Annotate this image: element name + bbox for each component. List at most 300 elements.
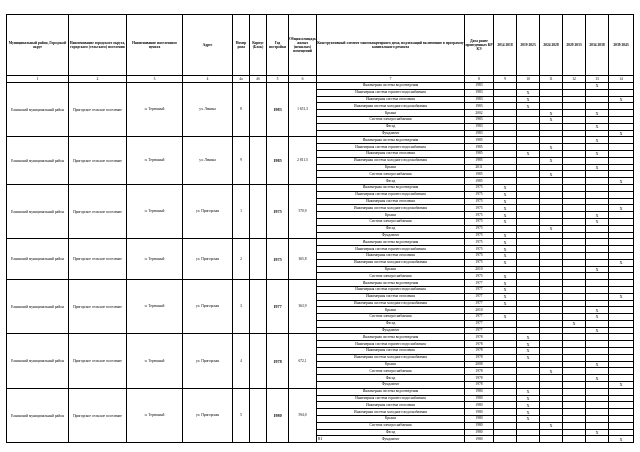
period-mark-cell <box>609 171 634 178</box>
period-mark-cell <box>517 198 540 205</box>
period-mark-cell: X <box>586 429 609 436</box>
element-name-cell: Инженерная система водоотведения <box>317 239 465 246</box>
header-address: Адрес <box>183 15 233 76</box>
previous-repair-date-cell: 2010 <box>465 307 494 314</box>
previous-repair-date-cell: 1975 <box>465 225 494 232</box>
period-mark-cell <box>586 239 609 246</box>
capital-repair-table <box>6 14 634 443</box>
element-name-cell: Фундамент <box>317 382 465 389</box>
period-mark-cell <box>609 409 634 416</box>
period-mark-cell <box>586 157 609 164</box>
previous-repair-date-cell: 1978 <box>465 354 494 361</box>
period-mark-cell <box>563 429 586 436</box>
period-mark-cell <box>563 375 586 382</box>
column-number: 13 <box>586 76 609 83</box>
street-cell: ул. Пригорская <box>183 388 233 442</box>
table-header <box>7 15 634 83</box>
column-number: 10 <box>517 76 540 83</box>
period-mark-cell: X <box>494 280 517 287</box>
period-mark-cell <box>609 429 634 436</box>
period-mark-cell <box>517 184 540 191</box>
period-mark-cell <box>586 130 609 137</box>
period-mark-cell: X <box>586 314 609 321</box>
year-built-cell: 1977 <box>267 280 289 334</box>
period-mark-cell <box>517 266 540 273</box>
period-mark-cell <box>494 402 517 409</box>
period-mark-cell <box>586 246 609 253</box>
period-mark-cell <box>563 137 586 144</box>
element-name-cell: Система электроснабжения <box>317 218 465 225</box>
element-name-cell: Система электроснабжения <box>317 171 465 178</box>
district-cell: Елнинский муниципальный район <box>7 388 69 442</box>
header-element: Конструктивный элемент многоквартирного дома, подлежащий включению в программу капитального ремонта <box>317 15 465 76</box>
period-mark-cell <box>540 348 563 355</box>
settlement-cell: Пригорское сельское поселение <box>69 334 127 388</box>
element-name-cell: Инженерная система отопления <box>317 348 465 355</box>
period-mark-cell <box>563 191 586 198</box>
element-name-cell: Инженерная система водоотведения <box>317 388 465 395</box>
previous-repair-date-cell: 1980 <box>465 395 494 402</box>
period-mark-cell <box>609 300 634 307</box>
period-mark-cell <box>609 198 634 205</box>
period-mark-cell <box>517 246 540 253</box>
period-mark-cell <box>494 89 517 96</box>
period-mark-cell <box>609 89 634 96</box>
period-mark-cell <box>609 307 634 314</box>
period-mark-cell <box>540 327 563 334</box>
element-name-cell: Крыша <box>317 307 465 314</box>
column-number-row <box>7 76 634 83</box>
document-sheet <box>6 14 633 443</box>
period-mark-cell <box>609 212 634 219</box>
element-name-cell: Инженерная система холодного водоснабжения <box>317 259 465 266</box>
year-built-cell: 1983 <box>267 83 289 137</box>
period-mark-cell: X <box>517 89 540 96</box>
period-mark-cell <box>540 137 563 144</box>
element-name-cell: Инженерная система отопления <box>317 293 465 300</box>
period-mark-cell <box>494 416 517 423</box>
previous-repair-date-cell: 1975 <box>465 184 494 191</box>
area-cell: 1 651,3 <box>289 83 317 137</box>
period-mark-cell <box>494 429 517 436</box>
period-mark-cell: X <box>517 388 540 395</box>
period-mark-cell: X <box>540 157 563 164</box>
year-built-cell: 1975 <box>267 184 289 238</box>
period-mark-cell: X <box>517 341 540 348</box>
period-mark-cell <box>517 212 540 219</box>
period-mark-cell <box>517 123 540 130</box>
period-mark-cell <box>563 368 586 375</box>
period-mark-cell <box>563 341 586 348</box>
previous-repair-date-cell: 1985 <box>465 178 494 185</box>
period-mark-cell: X <box>586 212 609 219</box>
element-name-cell: Инженерная система отопления <box>317 150 465 157</box>
previous-repair-date-cell: 2008 <box>465 361 494 368</box>
period-mark-cell: X <box>517 354 540 361</box>
period-mark-cell <box>609 334 634 341</box>
period-mark-cell <box>609 103 634 110</box>
period-mark-cell <box>540 334 563 341</box>
period-mark-cell <box>494 123 517 130</box>
header-house: Номер дома <box>233 15 250 76</box>
period-mark-cell <box>494 354 517 361</box>
period-mark-cell <box>540 341 563 348</box>
period-mark-cell <box>540 382 563 389</box>
period-mark-cell <box>563 123 586 130</box>
previous-repair-date-cell: 1985 <box>465 171 494 178</box>
period-mark-cell <box>494 150 517 157</box>
period-mark-cell <box>517 252 540 259</box>
period-mark-cell <box>586 205 609 212</box>
period-mark-cell <box>563 402 586 409</box>
column-number: 8 <box>465 76 494 83</box>
table-row <box>7 334 634 341</box>
period-mark-cell: X <box>494 198 517 205</box>
table-row <box>7 184 634 191</box>
period-mark-cell <box>517 375 540 382</box>
period-mark-cell <box>517 286 540 293</box>
block-cell <box>250 280 267 334</box>
period-mark-cell <box>517 273 540 280</box>
period-mark-cell <box>586 416 609 423</box>
period-mark-cell <box>563 354 586 361</box>
district-cell: Елнинский муниципальный район <box>7 83 69 137</box>
period-mark-cell <box>517 382 540 389</box>
period-mark-cell <box>586 178 609 185</box>
period-mark-cell: X <box>517 150 540 157</box>
previous-repair-date-cell: 1975 <box>465 232 494 239</box>
period-mark-cell <box>540 205 563 212</box>
period-mark-cell: X <box>586 361 609 368</box>
period-mark-cell <box>586 280 609 287</box>
period-mark-cell <box>563 286 586 293</box>
element-name-cell: Инженерная система горячего водоснабжения <box>317 89 465 96</box>
area-cell: 672,1 <box>289 334 317 388</box>
element-name-cell: Инженерная система холодного водоснабжения <box>317 103 465 110</box>
previous-repair-date-cell: 1980 <box>465 388 494 395</box>
period-mark-cell <box>609 246 634 253</box>
period-mark-cell <box>494 395 517 402</box>
period-mark-cell <box>586 320 609 327</box>
period-mark-cell: X <box>494 218 517 225</box>
period-mark-cell <box>540 354 563 361</box>
area-cell: 2 811,5 <box>289 137 317 185</box>
period-mark-cell: X <box>540 368 563 375</box>
period-mark-cell <box>563 266 586 273</box>
period-mark-cell <box>563 150 586 157</box>
period-mark-cell <box>494 348 517 355</box>
element-name-cell: Крыша <box>317 110 465 117</box>
period-mark-cell: X <box>586 150 609 157</box>
house-number-cell: 4 <box>233 334 250 388</box>
period-mark-cell <box>517 232 540 239</box>
period-mark-cell <box>586 191 609 198</box>
period-mark-cell <box>563 327 586 334</box>
previous-repair-date-cell: 2002 <box>465 110 494 117</box>
period-mark-cell <box>540 164 563 171</box>
period-mark-cell <box>517 300 540 307</box>
period-mark-cell <box>494 375 517 382</box>
locality-cell: п. Терешный <box>127 280 183 334</box>
period-mark-cell <box>563 259 586 266</box>
element-name-cell: Фасад <box>317 429 465 436</box>
period-mark-cell <box>540 252 563 259</box>
period-mark-cell <box>540 388 563 395</box>
previous-repair-date-cell: 1975 <box>465 218 494 225</box>
period-mark-cell <box>494 388 517 395</box>
page-number: 81 <box>317 436 323 441</box>
period-mark-cell <box>517 83 540 90</box>
period-mark-cell <box>609 280 634 287</box>
period-mark-cell <box>540 191 563 198</box>
period-mark-cell: X <box>494 191 517 198</box>
period-mark-cell <box>494 307 517 314</box>
period-mark-cell <box>540 361 563 368</box>
element-name-cell: Инженерная система горячего водоснабжения <box>317 191 465 198</box>
period-mark-cell <box>563 225 586 232</box>
period-mark-cell: X <box>517 96 540 103</box>
period-mark-cell <box>494 422 517 429</box>
period-mark-cell <box>609 273 634 280</box>
period-mark-cell <box>494 266 517 273</box>
period-mark-cell <box>517 361 540 368</box>
period-mark-cell <box>609 191 634 198</box>
period-mark-cell <box>586 422 609 429</box>
period-mark-cell <box>563 273 586 280</box>
period-mark-cell: X <box>540 225 563 232</box>
period-mark-cell <box>609 368 634 375</box>
settlement-cell: Пригорское сельское поселение <box>69 184 127 238</box>
previous-repair-date-cell: 1975 <box>465 259 494 266</box>
year-built-cell: 1978 <box>267 334 289 388</box>
period-mark-cell <box>586 402 609 409</box>
element-name-cell: Фасад <box>317 320 465 327</box>
element-name-cell: Фундамент <box>317 436 465 443</box>
period-mark-cell <box>609 157 634 164</box>
period-mark-cell <box>540 232 563 239</box>
period-mark-cell: X <box>586 110 609 117</box>
header-prev-date: Дата ранее проведенных КР КЭ <box>465 15 494 76</box>
element-name-cell: Инженерная система горячего водоснабжения <box>317 341 465 348</box>
area-cell: 365,8 <box>289 239 317 280</box>
previous-repair-date-cell: 1980 <box>465 409 494 416</box>
column-number: 6 <box>289 76 317 83</box>
period-mark-cell: X <box>540 116 563 123</box>
period-mark-cell <box>586 293 609 300</box>
period-mark-cell: X <box>494 205 517 212</box>
period-mark-cell <box>563 157 586 164</box>
previous-repair-date-cell: 1975 <box>465 212 494 219</box>
period-mark-cell <box>494 110 517 117</box>
header-period-2: 2019 2023 <box>517 15 540 76</box>
period-mark-cell: X <box>517 402 540 409</box>
period-mark-cell <box>540 150 563 157</box>
period-mark-cell: X <box>494 252 517 259</box>
period-mark-cell <box>563 89 586 96</box>
period-mark-cell <box>609 361 634 368</box>
period-mark-cell <box>517 144 540 151</box>
period-mark-cell <box>540 395 563 402</box>
period-mark-cell <box>563 103 586 110</box>
period-mark-cell <box>540 293 563 300</box>
period-mark-cell <box>586 334 609 341</box>
period-mark-cell <box>540 239 563 246</box>
period-mark-cell <box>517 429 540 436</box>
period-mark-cell <box>609 232 634 239</box>
period-mark-cell <box>494 137 517 144</box>
period-mark-cell <box>540 286 563 293</box>
previous-repair-date-cell: 1975 <box>465 205 494 212</box>
period-mark-cell <box>586 171 609 178</box>
period-mark-cell <box>586 144 609 151</box>
period-mark-cell <box>517 110 540 117</box>
period-mark-cell <box>517 137 540 144</box>
settlement-cell: Пригорское сельское поселение <box>69 388 127 442</box>
previous-repair-date-cell: 1977 <box>465 280 494 287</box>
previous-repair-date-cell: 1977 <box>465 286 494 293</box>
period-mark-cell: X <box>494 239 517 246</box>
period-mark-cell: X <box>494 286 517 293</box>
period-mark-cell <box>517 178 540 185</box>
period-mark-cell <box>540 320 563 327</box>
previous-repair-date-cell: 1985 <box>465 157 494 164</box>
previous-repair-date-cell: 1985 <box>465 144 494 151</box>
period-mark-cell <box>586 116 609 123</box>
previous-repair-date-cell: 1978 <box>465 334 494 341</box>
element-name-cell: Инженерная система холодного водоснабжения <box>317 354 465 361</box>
element-name-cell: Инженерная система горячего водоснабжения <box>317 286 465 293</box>
period-mark-cell: X <box>540 144 563 151</box>
period-mark-cell <box>494 327 517 334</box>
header-period-1: 2014 2018 <box>494 15 517 76</box>
period-mark-cell <box>563 130 586 137</box>
period-mark-cell <box>563 300 586 307</box>
previous-repair-date-cell: 1977 <box>465 314 494 321</box>
element-name-cell: Инженерная система водоотведения <box>317 184 465 191</box>
period-mark-cell: X <box>609 436 634 443</box>
period-mark-cell <box>609 144 634 151</box>
period-mark-cell <box>540 130 563 137</box>
block-cell <box>250 184 267 238</box>
column-number: 12 <box>563 76 586 83</box>
period-mark-cell <box>609 422 634 429</box>
column-number: 4а <box>233 76 250 83</box>
table-row <box>7 239 634 246</box>
element-name-cell: Крыша <box>317 212 465 219</box>
period-mark-cell <box>586 368 609 375</box>
period-mark-cell <box>540 314 563 321</box>
period-mark-cell <box>540 184 563 191</box>
district-cell: Елнинский муниципальный район <box>7 334 69 388</box>
period-mark-cell <box>586 89 609 96</box>
period-mark-cell <box>609 116 634 123</box>
period-mark-cell <box>609 164 634 171</box>
previous-repair-date-cell: 1975 <box>465 198 494 205</box>
element-name-cell: Инженерная система водоотведения <box>317 83 465 90</box>
settlement-cell: Пригорское сельское поселение <box>69 239 127 280</box>
period-mark-cell <box>563 348 586 355</box>
period-mark-cell <box>540 375 563 382</box>
period-mark-cell <box>540 409 563 416</box>
period-mark-cell <box>586 286 609 293</box>
period-mark-cell <box>586 96 609 103</box>
period-mark-cell <box>517 239 540 246</box>
district-cell: Елнинский муниципальный район <box>7 137 69 185</box>
period-mark-cell <box>609 348 634 355</box>
period-mark-cell <box>563 293 586 300</box>
period-mark-cell: X <box>586 83 609 90</box>
period-mark-cell: X <box>586 327 609 334</box>
period-mark-cell <box>563 388 586 395</box>
period-mark-cell: X <box>517 103 540 110</box>
previous-repair-date-cell: 1977 <box>465 320 494 327</box>
period-mark-cell: X <box>609 205 634 212</box>
period-mark-cell: X <box>494 184 517 191</box>
period-mark-cell <box>609 320 634 327</box>
period-mark-cell <box>540 178 563 185</box>
period-mark-cell: X <box>494 293 517 300</box>
header-block: Корпус (Блок) <box>250 15 267 76</box>
district-cell: Елнинский муниципальный район <box>7 184 69 238</box>
column-number: 11 <box>540 76 563 83</box>
period-mark-cell <box>609 286 634 293</box>
previous-repair-date-cell: 1983 <box>465 89 494 96</box>
period-mark-cell <box>563 252 586 259</box>
period-mark-cell <box>517 191 540 198</box>
street-cell: ул. Ленина <box>183 137 233 185</box>
column-number: 4 <box>183 76 233 83</box>
element-name-cell: Инженерная система холодного водоснабжения <box>317 205 465 212</box>
header-area: Общая площадь жилых (нежилых) помещений <box>289 15 317 76</box>
period-mark-cell <box>517 218 540 225</box>
element-name-cell: Система электроснабжения <box>317 422 465 429</box>
period-mark-cell <box>563 307 586 314</box>
element-name-cell: Инженерная система водоотведения <box>317 334 465 341</box>
period-mark-cell <box>494 171 517 178</box>
period-mark-cell <box>494 320 517 327</box>
element-name-cell: Фасад <box>317 123 465 130</box>
previous-repair-date-cell: 1983 <box>465 130 494 137</box>
period-mark-cell <box>586 184 609 191</box>
previous-repair-date-cell: 1975 <box>465 252 494 259</box>
period-mark-cell <box>540 300 563 307</box>
period-mark-cell <box>540 218 563 225</box>
period-mark-cell <box>494 178 517 185</box>
period-mark-cell <box>563 280 586 287</box>
period-mark-cell: X <box>494 212 517 219</box>
previous-repair-date-cell: 1983 <box>465 123 494 130</box>
element-name-cell: Инженерная система отопления <box>317 402 465 409</box>
element-name-cell: Инженерная система холодного водоснабжения <box>317 409 465 416</box>
column-number: 7 <box>317 76 465 83</box>
period-mark-cell: X <box>494 314 517 321</box>
period-mark-cell <box>517 327 540 334</box>
period-mark-cell <box>563 83 586 90</box>
period-mark-cell <box>563 96 586 103</box>
period-mark-cell <box>586 354 609 361</box>
previous-repair-date-cell: 2011 <box>465 164 494 171</box>
period-mark-cell: X <box>540 422 563 429</box>
element-name-cell: Система электроснабжения <box>317 273 465 280</box>
header-district: Муниципальный район, Городской округ <box>7 15 69 76</box>
period-mark-cell <box>609 388 634 395</box>
period-mark-cell: X <box>494 273 517 280</box>
period-mark-cell <box>540 212 563 219</box>
previous-repair-date-cell: 1975 <box>465 273 494 280</box>
element-name-cell: Крыша <box>317 266 465 273</box>
period-mark-cell <box>563 218 586 225</box>
period-mark-cell <box>586 388 609 395</box>
